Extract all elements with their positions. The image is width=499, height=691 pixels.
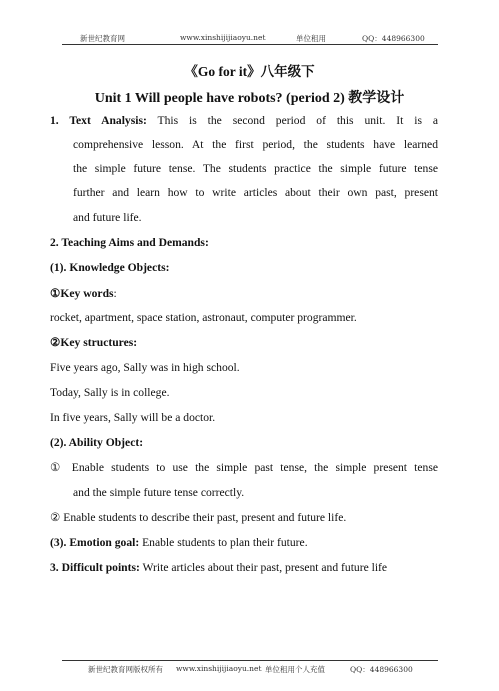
key-structures-heading: ②Key structures: [50, 336, 138, 349]
text-analysis-line-1: 1. Text Analysis: This is the second period of this unit. It is a [50, 114, 439, 127]
text-analysis-line-2: comprehensive lesson. At the first period, the students have learned [73, 138, 438, 151]
text-analysis-heading: 1. Text Analysis: [50, 114, 147, 127]
ability-item-1-cont: and the simple future tense correctly. [73, 486, 245, 499]
structure-item: Five years ago, Sally was in high school. [50, 361, 240, 374]
document-subtitle: Unit 1 Will people have robots? (period 2) 教学设计 [94, 91, 405, 106]
text-analysis-line-5: and future life. [73, 211, 142, 224]
header-qq: QQ：448966300 [362, 34, 425, 43]
footer-qq: QQ：448966300 [350, 665, 413, 674]
emotion-goal-text: Enable students to plan their future. [139, 536, 308, 549]
key-words-heading: ①Key words: [50, 287, 117, 300]
page-footer [62, 660, 438, 675]
teaching-aims-heading: 2. Teaching Aims and Demands: [50, 236, 209, 249]
difficult-points-text: Write articles about their past, present and future life [139, 561, 388, 574]
knowledge-objects-heading: (1). Knowledge Objects: [50, 261, 170, 274]
header-url-link[interactable]: www.xinshijijiaoyu.net [180, 33, 266, 42]
structure-item: Today, Sally is in college. [50, 386, 170, 399]
footer-url-link[interactable]: www.xinshijijiaoyu.net [176, 664, 262, 673]
difficult-points-heading: 3. Difficult points: [50, 561, 140, 574]
footer-service: 单位租用个人充值 [265, 665, 325, 674]
text-analysis-line-4: further and learn how to write articles about their own past, present [73, 186, 438, 199]
emotion-goal [50, 536, 308, 550]
structure-item: In five years, Sally will be a doctor. [50, 411, 216, 424]
ability-item-1: ① Enable students to use the simple past tense, the simple present tense [50, 461, 438, 474]
ability-item-2: ② Enable students to describe their past, present and future life. [50, 511, 347, 524]
emotion-goal-heading: (3). Emotion goal: [50, 536, 140, 549]
header-site-name: 新世纪教育网 [80, 34, 125, 43]
document-title: 《Go for it》八年级下 [184, 64, 315, 79]
footer-rights: 新世纪教育网版权所有 [88, 665, 163, 674]
ability-object-heading: (2). Ability Object: [50, 436, 144, 449]
text-analysis-line-3: the simple future tense. The students practice the simple future tense [73, 162, 438, 175]
page-header [62, 33, 438, 45]
difficult-points [50, 561, 387, 575]
key-words-list: rocket, apartment, space station, astronaut, computer programmer. [50, 311, 357, 324]
header-service: 单位租用 [296, 34, 326, 43]
